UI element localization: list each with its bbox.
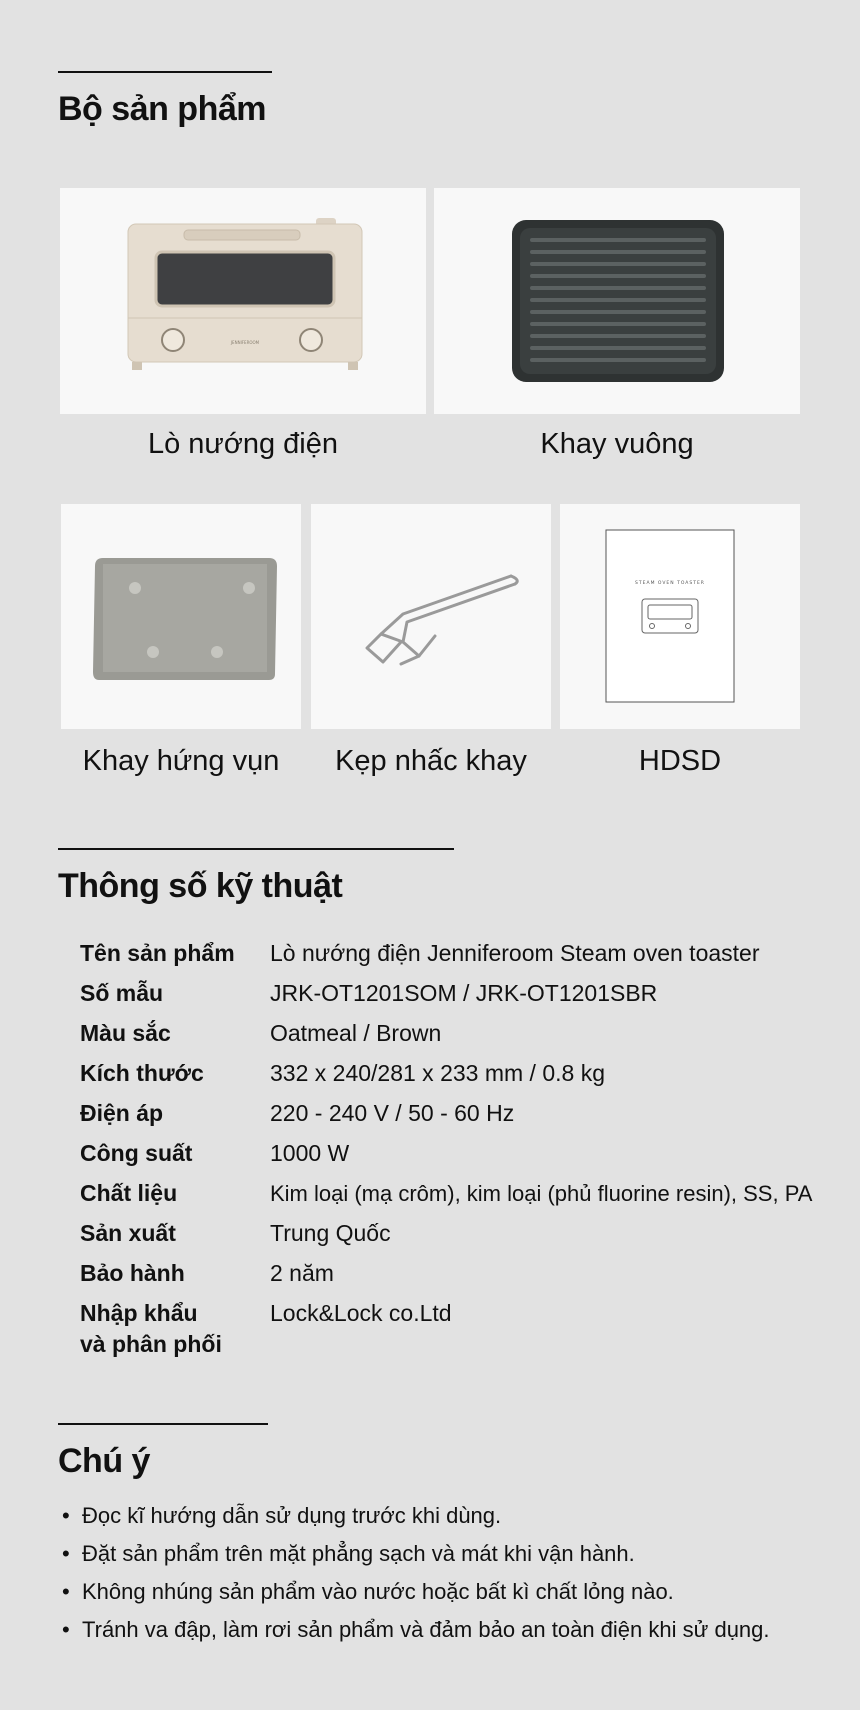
spec-label-line: và phân phối (80, 1331, 222, 1357)
spec-value: Lò nướng điện Jenniferoom Steam oven toaster (270, 940, 760, 966)
bullet: • (62, 1503, 70, 1528)
list-item (62, 1535, 770, 1573)
spec-label: Màu sắc (80, 1020, 171, 1046)
list-item (62, 1497, 770, 1535)
note-text: Không nhúng sản phẩm vào nước hoặc bất kì chất lỏng nào. (82, 1579, 674, 1604)
crumb-tray-image-card (61, 504, 301, 729)
manual-image-card (560, 504, 800, 729)
spec-value: 332 x 240/281 x 233 mm / 0.8 kg (270, 1060, 605, 1086)
oven-icon (60, 188, 426, 414)
spec-value: 2 năm (270, 1260, 334, 1286)
bullet: • (62, 1541, 70, 1566)
section-title-notes: Chú ý (58, 1442, 150, 1480)
spec-label: Công suất (80, 1140, 193, 1166)
spec-label: Tên sản phẩm (80, 940, 235, 966)
spec-value: Oatmeal / Brown (270, 1020, 442, 1046)
notes-list (62, 1497, 770, 1649)
note-text: Đọc kĩ hướng dẫn sử dụng trước khi dùng. (82, 1503, 502, 1528)
list-item (62, 1573, 770, 1611)
spec-value: 1000 W (270, 1140, 350, 1166)
spec-label: Chất liệu (80, 1180, 178, 1206)
oven-image-card (60, 188, 426, 414)
section-title-package: Bộ sản phẩm (58, 90, 266, 128)
square-tray-image-card (434, 188, 800, 414)
section-title-specs: Thông số kỹ thuật (58, 867, 343, 905)
spec-value: Lock&Lock co.Ltd (270, 1300, 452, 1326)
svg-text:JENNIFEROOM: JENNIFEROOM (230, 340, 260, 345)
spec-value: Kim loại (mạ crôm), kim loại (phủ fluorine resin), SS, PA (270, 1181, 813, 1206)
crumb-tray-icon (61, 504, 301, 729)
bullet: • (62, 1617, 70, 1642)
spec-label: Điện áp (80, 1100, 164, 1126)
spec-label: Kích thước (80, 1060, 204, 1086)
item-label-square-tray: Khay vuông (540, 428, 694, 460)
spec-label: Sản xuất (80, 1220, 176, 1246)
note-text: Đặt sản phẩm trên mặt phẳng sạch và mát khi vận hành. (82, 1541, 635, 1566)
spec-label: Số mẫu (80, 980, 164, 1006)
bullet: • (62, 1579, 70, 1604)
svg-text:STEAM OVEN TOASTER: STEAM OVEN TOASTER (635, 581, 705, 586)
tray-lifter-image-card (311, 504, 551, 729)
spec-label (80, 1298, 270, 1360)
manual-icon (560, 504, 800, 729)
spec-value: Trung Quốc (270, 1220, 391, 1246)
section-divider-notes (58, 1423, 268, 1425)
item-label-crumb-tray: Khay hứng vụn (82, 745, 280, 777)
item-label-tray-lifter: Kẹp nhấc khay (335, 745, 527, 777)
square-tray-icon (434, 188, 800, 414)
item-label-manual: HDSD (638, 745, 722, 777)
item-label-oven: Lò nướng điện (147, 428, 338, 460)
list-item (62, 1611, 770, 1649)
note-text: Tránh va đập, làm rơi sản phẩm và đảm bảo an toàn điện khi sử dụng. (82, 1617, 770, 1642)
tray-lifter-icon (311, 504, 551, 729)
section-divider-specs (58, 848, 454, 850)
spec-label-line: Nhập khẩu (80, 1300, 198, 1326)
section-divider-package (58, 71, 272, 73)
spec-label: Bảo hành (80, 1260, 185, 1286)
spec-value: JRK-OT1201SOM / JRK-OT1201SBR (270, 980, 658, 1006)
spec-value: 220 - 240 V / 50 - 60 Hz (270, 1100, 515, 1126)
